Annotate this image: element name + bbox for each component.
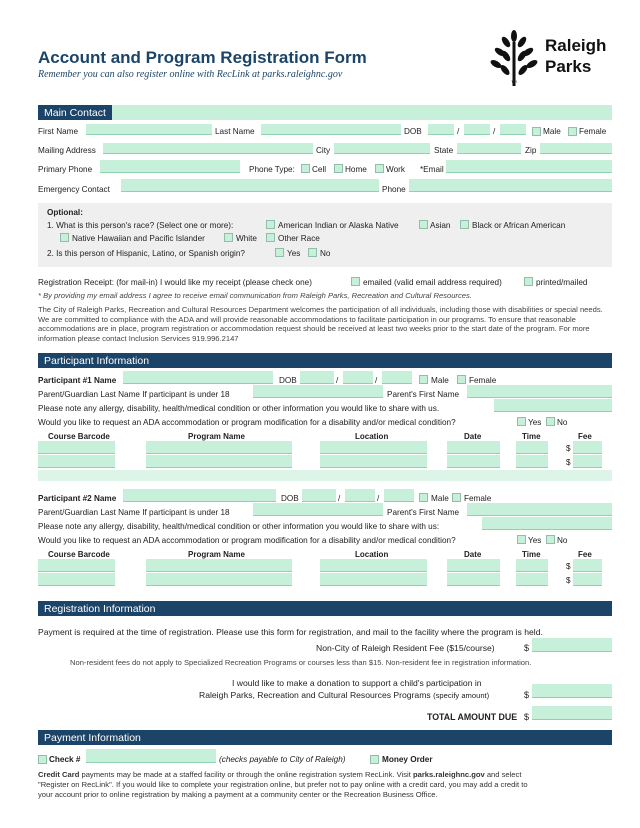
logo-text-raleigh: Raleigh [545, 36, 607, 55]
participant2-dob-year-field[interactable] [384, 489, 414, 502]
p2-row2-program-field[interactable] [146, 573, 292, 586]
participant2-dob-day-field[interactable] [345, 489, 375, 502]
column-header-date: Date [464, 550, 482, 559]
p1-row2-time-field[interactable] [516, 455, 548, 468]
donation-specify-text: (specify amount) [433, 691, 490, 700]
credit-card-text1: payments may be made at a staffed facility or through the online registration system RecLink. Visit [79, 770, 413, 779]
mailing-address-label: Mailing Address [38, 146, 96, 155]
participant2-dob-month-field[interactable] [302, 489, 336, 502]
race-black-label: Black or African American [472, 221, 566, 230]
email-field[interactable] [446, 160, 612, 173]
receipt-printed-checkbox[interactable] [524, 277, 533, 286]
female-checkbox[interactable] [568, 127, 577, 136]
total-amount-field[interactable] [532, 706, 612, 720]
last-name-field[interactable] [261, 124, 401, 135]
money-order-checkbox[interactable] [370, 755, 379, 764]
participant2-allergy-field[interactable] [482, 517, 612, 530]
main-contact-heading: Main Contact [38, 105, 112, 120]
email-label: *Email [420, 165, 444, 174]
participant2-dob-label: DOB [281, 494, 299, 503]
participant1-female-label: Female [469, 376, 497, 385]
participant2-guardian-last-label: Parent/Guardian Last Name If participant is under 18 [38, 508, 230, 517]
p1-row1-location-field[interactable] [320, 441, 427, 454]
hispanic-no-checkbox[interactable] [308, 248, 317, 257]
first-name-field[interactable] [86, 124, 212, 135]
page-title: Account and Program Registration Form [38, 48, 367, 67]
column-header-fee: Fee [578, 550, 592, 559]
participant2-name-label: Participant #2 Name [38, 494, 117, 503]
nonresident-fee-note: Non-resident fees do not apply to Specialized Recreation Programs or courses less than $15. Non-resident fee in registration information. [70, 658, 532, 667]
email-consent-note: * By providing my email address I agree to receive email communication from Raleigh Parks, Recreation and Cultural Resources. [38, 291, 472, 300]
receipt-emailed-label: emailed (valid email address required) [363, 278, 502, 287]
credit-card-line3: your account prior to online registration by making a payment at a community center or the Recreation Business Office. [38, 790, 438, 799]
race-asian-label: Asian [430, 221, 451, 230]
p2-row1-fee-field[interactable] [573, 559, 602, 572]
zip-label: Zip [525, 146, 537, 155]
credit-card-text2: and select [484, 770, 522, 779]
participant1-name-label: Participant #1 Name [38, 376, 117, 385]
dob-slash: / [338, 494, 341, 503]
city-label: City [316, 146, 331, 155]
check-payable-note: (checks payable to City of Raleigh) [219, 755, 346, 764]
emergency-phone-field[interactable] [409, 179, 612, 192]
p1-row1-program-field[interactable] [146, 441, 292, 454]
check-checkbox[interactable] [38, 755, 47, 764]
logo-text-parks: Parks [545, 57, 592, 76]
dob-day-field[interactable] [464, 124, 490, 135]
p1-row1-fee-field[interactable] [573, 441, 602, 454]
emergency-contact-label: Emergency Contact [38, 185, 110, 194]
check-number-label: Check # [49, 755, 81, 764]
optional-label: Optional: [47, 208, 83, 217]
participant2-ada-no-checkbox[interactable] [546, 535, 555, 544]
logo-trademark: TM [511, 79, 517, 84]
participant2-guardian-last-field[interactable] [253, 503, 383, 516]
dob-slash: / [493, 127, 496, 136]
dob-slash: / [336, 376, 339, 385]
registration-info-heading: Registration Information [38, 601, 612, 616]
emergency-contact-field[interactable] [121, 179, 379, 192]
participant2-female-checkbox[interactable] [452, 493, 461, 502]
column-header-time: Time [522, 550, 541, 559]
participant1-allergy-field[interactable] [494, 399, 612, 412]
hispanic-yes-checkbox[interactable] [275, 248, 284, 257]
participant2-male-label: Male [431, 494, 449, 503]
p2-row2-time-field[interactable] [516, 573, 548, 586]
race-white-checkbox[interactable] [224, 233, 233, 242]
race-hawaiian-checkbox[interactable] [60, 233, 69, 242]
dob-year-field[interactable] [500, 124, 526, 135]
phone-type-work-checkbox[interactable] [375, 164, 384, 173]
p1-row1-date-field[interactable] [447, 441, 500, 454]
nonresident-fee-label: Non-City of Raleigh Resident Fee ($15/course) [316, 643, 495, 653]
column-header-location: Location [355, 550, 389, 559]
race-white-label: White [236, 234, 257, 243]
race-asian-checkbox[interactable] [419, 220, 428, 229]
male-checkbox[interactable] [532, 127, 541, 136]
column-header-location: Location [355, 432, 389, 441]
participant2-ada-question: Would you like to request an ADA accommodation or program modification for a disability and/or medical condition? [38, 536, 456, 545]
p2-row1-dollar: $ [566, 562, 571, 571]
dob-month-field[interactable] [428, 124, 454, 135]
credit-card-bold: Credit Card [38, 770, 80, 779]
main-contact-bar [38, 105, 612, 120]
dob-slash: / [457, 127, 460, 136]
participant1-dob-day-field[interactable] [343, 371, 373, 384]
credit-card-line2: "Register on RecLink". If you would like to complete your registration online, but prefer not to pay online with a credit card, you may add a credit to [38, 780, 528, 789]
total-amount-label: TOTAL AMOUNT DUE [427, 712, 518, 722]
participant1-guardian-last-label: Parent/Guardian Last Name If participant is under 18 [38, 390, 230, 399]
participant1-guardian-first-label: Parent's First Name [387, 390, 460, 399]
race-hawaiian-label: Native Hawaiian and Pacific Islander [72, 234, 205, 243]
receipt-label: Registration Receipt: (for mail-in) I would like my receipt (please check one) [38, 278, 312, 287]
phone-type-work-label: Work [386, 165, 405, 174]
participant2-name-field[interactable] [123, 489, 276, 502]
p1-row1-dollar: $ [566, 444, 571, 453]
p1-row2-date-field[interactable] [447, 455, 500, 468]
race-american-indian-checkbox[interactable] [266, 220, 275, 229]
reclink-url-link[interactable]: parks.raleighnc.gov [412, 770, 485, 779]
participant1-ada-no-label: No [557, 418, 568, 427]
race-black-checkbox[interactable] [460, 220, 469, 229]
p1-row2-barcode-field[interactable] [38, 455, 115, 468]
mailing-address-field[interactable] [103, 143, 313, 154]
check-number-field[interactable] [86, 749, 216, 763]
donation-program-text: Raleigh Parks, Recreation and Cultural Resources Programs [199, 690, 431, 700]
male-label: Male [543, 127, 561, 136]
dob-slash: / [377, 494, 380, 503]
column-header-program-name: Program Name [188, 550, 245, 559]
receipt-emailed-checkbox[interactable] [351, 277, 360, 286]
participant1-name-field[interactable] [123, 371, 273, 384]
participant-info-heading: Participant Information [38, 353, 612, 368]
participant2-allergy-label: Please note any allergy, disability, health/medical condition or other information you would like to share with us: [38, 522, 440, 531]
payment-info-heading: Payment Information [38, 730, 612, 745]
participant1-allergy-label: Please note any allergy, disability, health/medical condition or other information you would like to share with us. [38, 404, 440, 413]
race-other-checkbox[interactable] [266, 233, 275, 242]
phone-type-home-checkbox[interactable] [334, 164, 343, 173]
p2-row1-program-field[interactable] [146, 559, 292, 572]
first-name-label: First Name [38, 127, 79, 136]
participant1-male-checkbox[interactable] [419, 375, 428, 384]
p1-row2-fee-field[interactable] [573, 455, 602, 468]
primary-phone-field[interactable] [100, 160, 240, 173]
credit-card-line1 [38, 770, 521, 779]
receipt-printed-label: printed/mailed [536, 278, 588, 287]
phone-type-cell-checkbox[interactable] [301, 164, 310, 173]
payment-required-text: Payment is required at the time of registration. Please use this form for registration, and mail to the facility where the program is held. [38, 627, 543, 637]
participant2-female-label: Female [464, 494, 492, 503]
state-label: State [434, 146, 454, 155]
hispanic-yes-label: Yes [287, 249, 301, 258]
p1-row1-barcode-field[interactable] [38, 441, 115, 454]
ada-statement: The City of Raleigh Parks, Recreation and Cultural Resources Department welcomes the participation of all individuals, including those with disabilities or special needs. We are committed to compliance with the ADA and will provide reasonable accommodations to facilitate participation in our programs. To ensure that reasonable accommodations are in place, program registration or accommodation request should be received at least two weeks prior to the start date of the program. For more information please contact Inclusion Services 919.996.2147 [38, 305, 603, 343]
p2-row2-date-field[interactable] [447, 573, 500, 586]
participant2-ada-yes-checkbox[interactable] [517, 535, 526, 544]
emergency-phone-label: Phone [382, 185, 406, 194]
state-field[interactable] [457, 143, 521, 154]
participant2-male-checkbox[interactable] [419, 493, 428, 502]
p2-row2-location-field[interactable] [320, 573, 427, 586]
donation-amount-field[interactable] [532, 684, 612, 698]
p2-row1-barcode-field[interactable] [38, 559, 115, 572]
p2-row1-time-field[interactable] [516, 559, 548, 572]
donation-line2 [199, 690, 489, 700]
participant1-dob-year-field[interactable] [382, 371, 412, 384]
hispanic-question: 2. Is this person of Hispanic, Latino, or Spanish origin? [47, 249, 245, 258]
participant1-ada-no-checkbox[interactable] [546, 417, 555, 426]
participant1-female-checkbox[interactable] [457, 375, 466, 384]
p2-row2-fee-field[interactable] [573, 573, 602, 586]
participant1-guardian-first-field[interactable] [467, 385, 612, 398]
donation-line1: I would like to make a donation to support a child's participation in [232, 678, 482, 688]
dob-slash: / [375, 376, 378, 385]
race-american-indian-label: American Indian or Alaska Native [278, 221, 399, 230]
p2-row2-barcode-field[interactable] [38, 573, 115, 586]
column-header-date: Date [464, 432, 482, 441]
p2-row2-dollar: $ [566, 576, 571, 585]
column-header-course-barcode: Course Barcode [48, 432, 110, 441]
race-other-label: Other Race [278, 234, 320, 243]
participant1-ada-question: Would you like to request an ADA accommodation or program modification for a disability and/or medical condition? [38, 418, 456, 427]
column-header-time: Time [522, 432, 541, 441]
participant2-guardian-first-label: Parent's First Name [387, 508, 460, 517]
phone-type-label: Phone Type: [249, 165, 295, 174]
participant1-dob-month-field[interactable] [300, 371, 334, 384]
p1-row2-location-field[interactable] [320, 455, 427, 468]
phone-type-cell-label: Cell [312, 165, 327, 174]
p1-row2-program-field[interactable] [146, 455, 292, 468]
column-header-program-name: Program Name [188, 432, 245, 441]
participant1-dob-label: DOB [279, 376, 297, 385]
participant1-guardian-last-field[interactable] [253, 385, 383, 398]
participant-separator-band [38, 470, 612, 481]
nonresident-fee-dollar: $ [524, 643, 530, 653]
race-question: 1. What is this person's race? (Select one or more): [47, 221, 234, 230]
participant2-guardian-first-field[interactable] [467, 503, 612, 516]
female-label: Female [579, 127, 607, 136]
participant2-ada-no-label: No [557, 536, 568, 545]
donation-dollar: $ [524, 690, 530, 700]
column-header-fee: Fee [578, 432, 592, 441]
p1-row1-time-field[interactable] [516, 441, 548, 454]
page-subtitle: Remember you can also register online with RecLink at parks.raleighnc.gov [38, 69, 343, 80]
participant1-ada-yes-label: Yes [528, 418, 542, 427]
participant2-ada-yes-label: Yes [528, 536, 542, 545]
participant1-ada-yes-checkbox[interactable] [517, 417, 526, 426]
p2-row1-location-field[interactable] [320, 559, 427, 572]
phone-type-home-label: Home [345, 165, 367, 174]
city-field[interactable] [334, 143, 430, 154]
hispanic-no-label: No [320, 249, 331, 258]
money-order-label: Money Order [382, 755, 433, 764]
last-name-label: Last Name [215, 127, 255, 136]
zip-field[interactable] [540, 143, 612, 154]
column-header-course-barcode: Course Barcode [48, 550, 110, 559]
participant1-male-label: Male [431, 376, 449, 385]
dob-label: DOB [404, 127, 422, 136]
p1-row2-dollar: $ [566, 458, 571, 467]
total-amount-dollar: $ [524, 712, 530, 722]
nonresident-fee-field[interactable] [532, 638, 612, 652]
p2-row1-date-field[interactable] [447, 559, 500, 572]
primary-phone-label: Primary Phone [38, 165, 93, 174]
